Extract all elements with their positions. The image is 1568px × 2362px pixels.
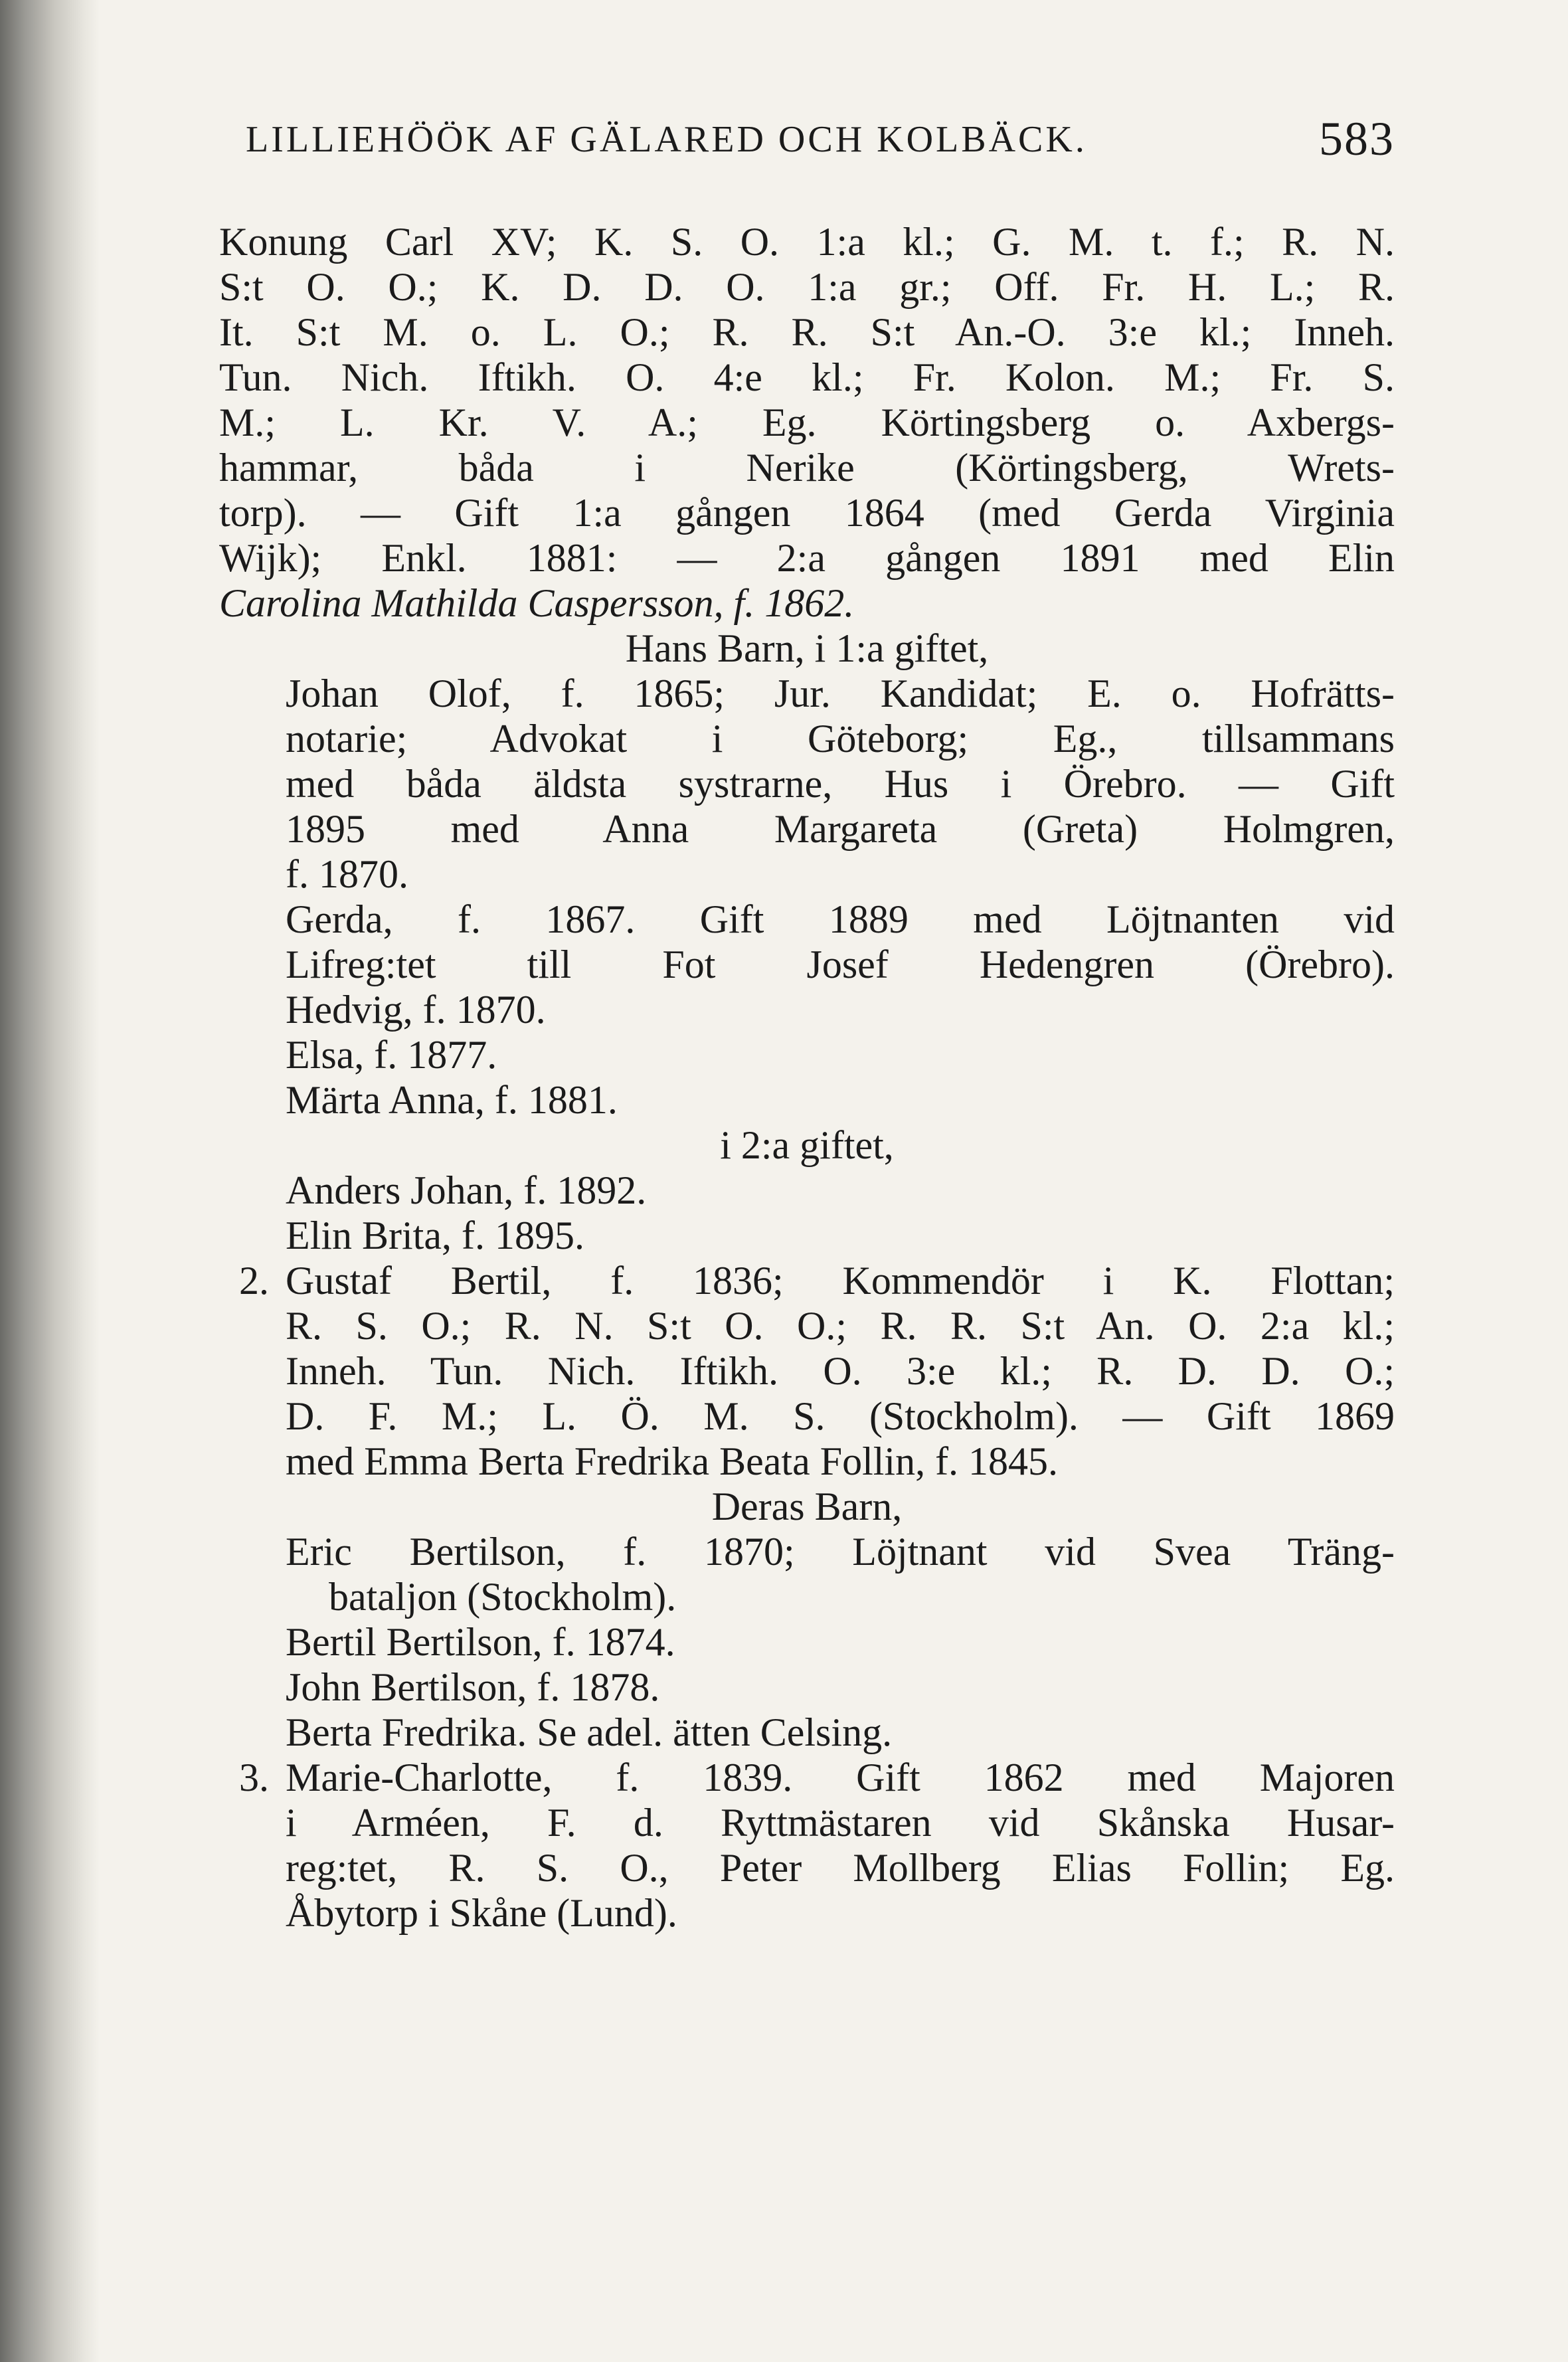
text-line: Anders Johan, f. 1892. (286, 1168, 647, 1212)
text-line: i Arméen, F. d. Ryttmästaren vid Skånska Husar- (286, 1801, 1395, 1845)
text-line: Märta Anna, f. 1881. (286, 1078, 618, 1122)
text-line: torp). — Gift 1:a gången 1864 (med Gerda Virginia (219, 491, 1395, 535)
section-subheading: i 2:a giftet, (720, 1123, 894, 1167)
text-line: Elin Brita, f. 1895. (286, 1214, 584, 1257)
book-page (219, 0, 1395, 2362)
text-line: M.; L. Kr. V. A.; Eg. Körtingsberg o. Axbergs- (219, 401, 1395, 444)
text-line: Hedvig, f. 1870. (286, 988, 546, 1032)
text-line: reg:tet, R. S. O., Peter Mollberg Elias Follin; Eg. (286, 1846, 1395, 1890)
running-title: LILLIEHÖÖK AF GÄLARED OCH KOLBÄCK. (246, 119, 1087, 160)
text-line: Tun. Nich. Iftikh. O. 4:e kl.; Fr. Kolon. M.; Fr. S. (219, 355, 1395, 399)
book-gutter-shadow (0, 0, 100, 2362)
text-line: med Emma Berta Fredrika Beata Follin, f. 1845. (286, 1439, 1059, 1483)
page-body (219, 219, 1395, 1936)
text-line: John Bertilson, f. 1878. (286, 1665, 660, 1709)
numbered-entry (219, 1755, 1395, 1800)
text-line: Johan Olof, f. 1865; Jur. Kandidat; E. o. Hofrätts- (286, 672, 1395, 715)
text-line: med båda äldsta systrarne, Hus i Örebro. — Gift (286, 762, 1395, 806)
text-line: Bertil Bertilson, f. 1874. (286, 1620, 675, 1664)
text-line: Gerda, f. 1867. Gift 1889 med Löjtnanten vid (286, 897, 1395, 941)
entry-number: 3. (239, 1756, 269, 1799)
text-line: notarie; Advokat i Göteborg; Eg., tillsammans (286, 717, 1395, 761)
text-line: It. S:t M. o. L. O.; R. R. S:t An.-O. 3:e kl.; Inneh. (219, 310, 1395, 354)
text-line: S:t O. O.; K. D. D. O. 1:a gr.; Off. Fr. H. L.; R. (219, 265, 1395, 309)
page-number: 583 (1319, 112, 1395, 165)
entry-text: Gustaf Bertil, f. 1836; Kommendör i K. Flottan; (286, 1259, 1395, 1303)
text-line: R. S. O.; R. N. S:t O. O.; R. R. S:t An. O. 2:a kl.; (286, 1304, 1395, 1348)
numbered-entry (219, 1258, 1395, 1303)
text-line: bataljon (Stockholm). (329, 1575, 677, 1619)
text-line: D. F. M.; L. Ö. M. S. (Stockholm). — Gift 1869 (286, 1394, 1395, 1438)
text-line: Eric Bertilson, f. 1870; Löjtnant vid Svea Träng- (286, 1530, 1395, 1574)
text-line: Berta Fredrika. Se adel. ätten Celsing. (286, 1710, 893, 1754)
text-line: Wijk); Enkl. 1881: — 2:a gången 1891 med Elin (219, 536, 1395, 580)
running-head (219, 112, 1395, 171)
text-line: f. 1870. (286, 852, 408, 896)
text-line: Carolina Mathilda Caspersson, f. 1862. (219, 581, 855, 625)
text-line: Konung Carl XV; K. S. O. 1:a kl.; G. M. t. f.; R. N. (219, 220, 1395, 264)
entry-number: 2. (239, 1259, 269, 1303)
text-line: hammar, båda i Nerike (Körtingsberg, Wrets- (219, 446, 1395, 490)
section-subheading: Hans Barn, i 1:a giftet, (625, 626, 989, 670)
entry-text: Marie-Charlotte, f. 1839. Gift 1862 med Majoren (286, 1756, 1395, 1799)
text-line: Åbytorp i Skåne (Lund). (286, 1891, 677, 1935)
section-subheading: Deras Barn, (711, 1485, 903, 1528)
text-line: Elsa, f. 1877. (286, 1033, 497, 1077)
text-line: 1895 med Anna Margareta (Greta) Holmgren, (286, 807, 1395, 851)
text-line: Lifreg:tet till Fot Josef Hedengren (Örebro). (286, 943, 1395, 986)
text-line: Inneh. Tun. Nich. Iftikh. O. 3:e kl.; R. D. D. O.; (286, 1349, 1395, 1393)
